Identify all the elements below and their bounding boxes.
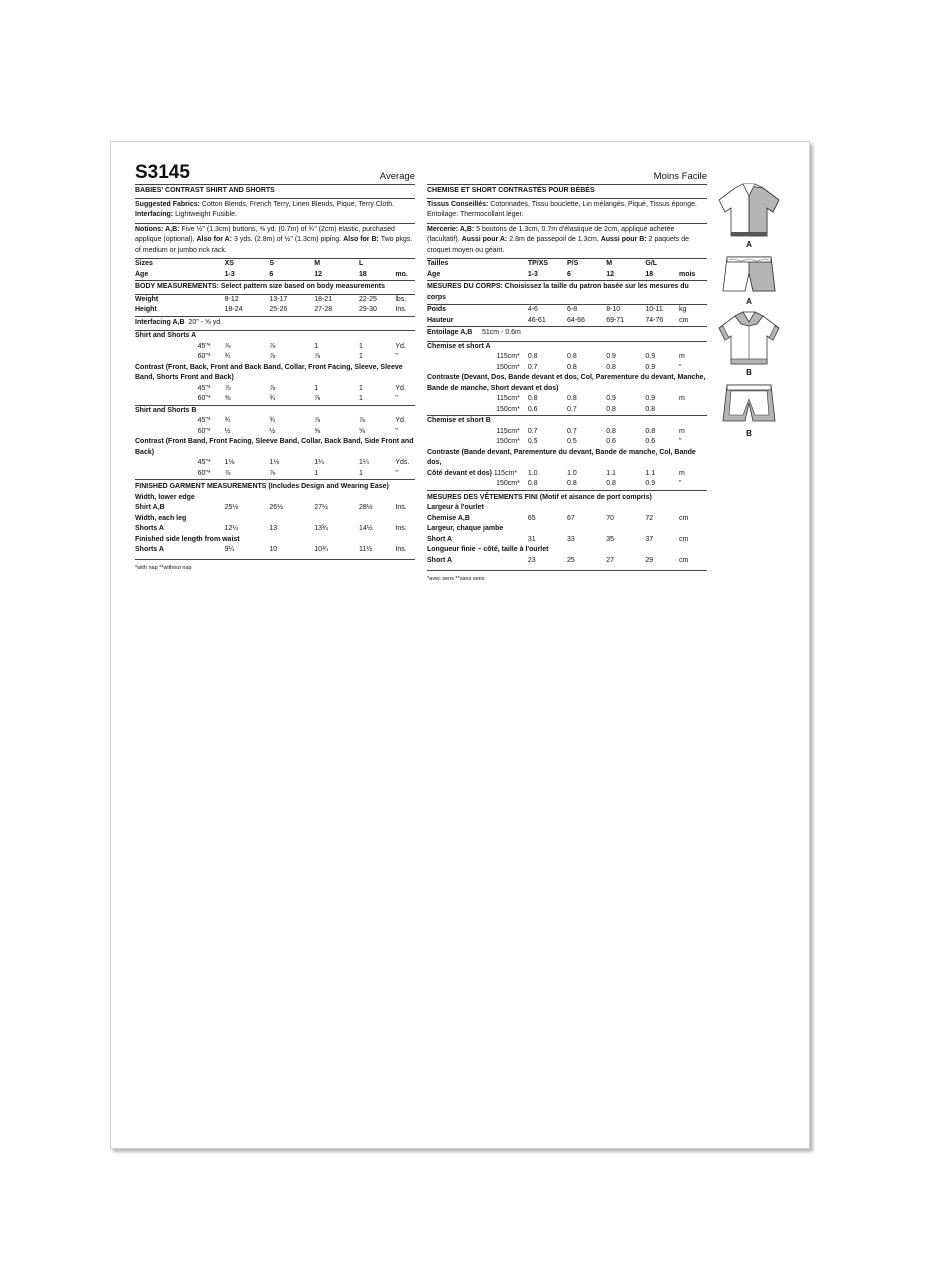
table-cell: kg <box>678 306 687 313</box>
table-cell: 0.8 <box>645 405 679 416</box>
table-row <box>427 352 707 363</box>
table-cell: 0.8 <box>567 479 606 490</box>
yardage-label: Chemise et short B <box>427 417 491 424</box>
table-cell: 6-8 <box>567 306 578 313</box>
table-cell: Short A <box>427 556 528 571</box>
table-row <box>427 556 707 571</box>
table-cell: M <box>314 260 321 267</box>
figure-label: B <box>746 429 752 438</box>
table-cell: 0.8 <box>567 363 577 371</box>
body-measurements-title: MESURES DU CORPS: Choisissez la taille du patron basée sur les mesures du corps <box>427 281 707 305</box>
table-row <box>427 514 707 525</box>
table-cell: Hauteur <box>427 316 528 327</box>
table-row <box>427 316 707 327</box>
table-row <box>427 469 707 480</box>
skill-level: Average <box>379 171 415 182</box>
table-cell: 0.7 <box>527 363 538 371</box>
body-measurements-table <box>427 305 707 327</box>
table-cell: L <box>358 260 364 267</box>
interfacing-text: Entoilage: Thermocollant léger. <box>427 211 524 218</box>
table-cell: XS <box>224 260 234 267</box>
fabrics-text: Cotton Blends, French Terry, Linen Blends, Pique, Terry Cloth. <box>201 200 395 208</box>
table-cell: 27½ <box>314 504 328 511</box>
table-row <box>427 363 707 374</box>
fabrics-label: Suggested Fabrics: <box>135 200 200 208</box>
table-cell: 60"* <box>197 353 211 360</box>
table-cell: 1 <box>358 353 363 360</box>
table-cell: 0.9 <box>645 395 656 402</box>
table-cell: Ins. <box>395 305 415 316</box>
figure-label: B <box>746 368 752 377</box>
table-cell: Chemise A,B <box>427 514 470 522</box>
footnote: *with nap **without nap <box>135 565 192 571</box>
table-row <box>135 469 415 480</box>
yardage-label: Shirt and Shorts A <box>135 332 197 339</box>
table-cell: 23 <box>528 556 567 571</box>
table-cell: 10 <box>269 545 314 560</box>
table-cell: 0.9 <box>645 363 656 371</box>
table-cell: 70 <box>606 514 614 522</box>
table-cell: " <box>395 394 415 405</box>
table-cell: cm <box>678 535 689 543</box>
table-cell: 0.8 <box>606 363 616 371</box>
notions-block <box>427 224 707 260</box>
table-cell: ½ <box>269 427 276 435</box>
table-cell: lbs. <box>395 295 407 303</box>
table-cell: 29-30 <box>359 305 395 316</box>
yardage-label: Contrast (Front, Back, Front and Back Band, Collar, Front Facing, Sleeve, Sleeve Band, Shorts Front and Back) <box>135 363 403 381</box>
table-cell: Shirt A,B <box>135 504 165 511</box>
table-cell: 0.7 <box>527 427 538 435</box>
notions-a-label: Aussi pour A: <box>461 236 508 243</box>
size-table <box>135 259 415 281</box>
yardage-label: Contraste (Bande devant, Parementure du devant, Bande de manche, Col, Bande dos, <box>427 448 696 466</box>
table-cell: 1 <box>314 342 319 350</box>
table-cell: 1 <box>359 394 395 405</box>
body-measurements-title: BODY MEASUREMENTS: Select pattern size based on body measurements <box>135 281 415 295</box>
table-cell: ¾ <box>269 394 314 405</box>
table-cell: 28½ <box>358 504 373 511</box>
table-cell: 0.7 <box>567 405 606 416</box>
table-cell: ⅞ <box>269 384 276 392</box>
table-cell: Tailles <box>427 260 449 267</box>
figure-shorts-b <box>711 381 787 438</box>
table-cell: Short A <box>427 535 453 543</box>
table-cell: cm <box>679 556 707 571</box>
table-row <box>135 352 415 363</box>
table-cell: 64-66 <box>567 316 606 327</box>
garment-title: CHEMISE ET SHORT CONTRASTÉS POUR BÉBÉS <box>427 185 707 199</box>
table-cell: Shorts A <box>135 545 225 560</box>
table-row <box>135 342 415 353</box>
finished-label: Largeur, chaque jambe <box>427 525 504 532</box>
notions-a-text: 3 yds. (2.8m) of ½" (1.3cm) piping. <box>233 236 342 243</box>
garment-title: BABIES' CONTRAST SHIRT AND SHORTS <box>135 185 415 199</box>
notions-b-text: 2 paquets de croquet moyen ou géant. <box>427 236 690 254</box>
table-cell: Yd. <box>395 384 406 392</box>
notions-label: Mercerie: A,B: <box>427 225 475 233</box>
table-cell: 25½ <box>224 504 239 511</box>
table-cell: 1-3 <box>225 270 270 281</box>
table-cell: 18-21 <box>314 295 333 303</box>
table-cell: 1-3 <box>528 270 567 281</box>
table-cell: Age <box>135 270 225 281</box>
shirt-a-icon <box>713 182 785 240</box>
yardage-table <box>427 342 707 491</box>
table-cell: ⅞ <box>314 394 359 405</box>
shorts-a-icon <box>713 253 785 297</box>
interfacing-row-label: Entoilage A,B <box>427 329 473 336</box>
table-cell: 45"* <box>197 384 211 392</box>
table-cell: Weight <box>135 295 159 303</box>
table-cell: S <box>269 260 275 267</box>
fabrics-text: Cotonnades, Tissu bouclette, Lin mélangés, Piqué, Tissus éponge. <box>490 200 697 208</box>
table-cell: " <box>678 363 682 371</box>
table-row <box>135 458 415 469</box>
finished-table <box>135 493 415 561</box>
table-cell: 0.8 <box>606 427 616 435</box>
table-cell: 27 <box>606 556 645 571</box>
table-cell: 18 <box>359 270 395 281</box>
finished-label: Width, lower edge <box>135 493 195 501</box>
table-cell <box>395 259 415 270</box>
table-cell: 0.9 <box>645 353 656 360</box>
table-cell: " <box>395 353 398 360</box>
figure-shorts-a <box>711 253 787 306</box>
skill-level: Moins Facile <box>653 171 707 182</box>
table-cell: ⅞ <box>225 469 270 480</box>
table-cell: 0.6 <box>528 405 567 416</box>
table-cell: ⅞ <box>314 417 321 424</box>
table-row <box>427 479 707 490</box>
table-cell: 0.8 <box>606 479 645 490</box>
table-cell: 35 <box>606 535 614 543</box>
table-cell: 8-12 <box>224 295 239 303</box>
body-measurements-table <box>135 295 415 317</box>
table-cell: Height <box>135 305 225 316</box>
interfacing-row-value: 20" - ⅝ yd. <box>188 318 223 326</box>
table-cell: 13 <box>269 525 278 532</box>
table-cell: cm <box>678 514 689 522</box>
table-cell: 12 <box>314 270 359 281</box>
table-cell: ⅞ <box>224 384 231 392</box>
table-row <box>135 295 415 306</box>
interfacing-row-label: Interfacing A,B <box>135 318 185 326</box>
table-cell: 46-61 <box>528 316 567 327</box>
table-cell: Âge <box>427 270 528 281</box>
table-cell: 72 <box>645 514 654 522</box>
figure-label: A <box>746 240 752 249</box>
notions-b-text: Two pkgs. of medium or jumbo rick rack. <box>135 236 413 254</box>
table-cell: 0.8 <box>567 353 577 360</box>
yardage-table <box>135 331 415 480</box>
table-row <box>427 405 707 416</box>
table-cell: 1.1 <box>606 469 616 477</box>
table-cell: 8-10 <box>606 306 621 313</box>
table-cell: 150cm* <box>496 363 520 371</box>
table-cell: ⅝ <box>314 427 321 435</box>
technical-drawings <box>711 182 787 438</box>
table-row <box>135 416 415 427</box>
table-cell: 0.8 <box>527 395 538 402</box>
width-value: 115cm* <box>493 469 518 477</box>
interfacing-row <box>135 317 415 332</box>
finished-label: Finished side length from waist <box>135 535 240 543</box>
table-cell: ⅞ <box>269 469 314 480</box>
table-row <box>135 427 415 438</box>
table-cell: 1 <box>358 342 363 350</box>
english-column <box>135 162 415 574</box>
finished-label: Largeur à l'ourlet <box>427 504 484 511</box>
table-cell: 0.8 <box>645 427 656 435</box>
table-row <box>427 305 707 316</box>
table-cell: 4-6 <box>527 306 538 313</box>
table-cell: 60"* <box>135 469 225 480</box>
figure-label: A <box>746 297 752 306</box>
table-cell: " <box>679 479 707 490</box>
fabrics-block <box>135 199 415 224</box>
finished-label: Width, each leg <box>135 514 187 522</box>
table-cell: 18-24 <box>225 305 270 316</box>
table-cell: 29 <box>645 556 679 571</box>
notions-block <box>135 224 415 260</box>
table-cell: P/S <box>567 260 579 267</box>
table-cell: 1⅛ <box>224 459 235 466</box>
table-cell: 25 <box>567 556 606 571</box>
table-cell: 10¾ <box>314 545 359 560</box>
table-row <box>135 503 415 514</box>
table-cell: 0.8 <box>528 479 567 490</box>
table-cell: 115cm* <box>496 353 520 360</box>
table-cell <box>427 469 528 480</box>
table-cell: mois <box>679 270 707 281</box>
age-row <box>427 270 707 281</box>
shorts-b-icon <box>713 381 785 429</box>
notions-a-label: Also for A: <box>196 236 233 243</box>
table-cell: 31 <box>527 535 536 543</box>
table-cell: 69-71 <box>606 316 645 327</box>
table-cell: 45"* <box>197 342 211 350</box>
table-cell: 0.9 <box>606 395 616 402</box>
yardage-label: Contraste (Devant, Dos, Bande devant et dos, Col, Parementure du devant, Manche, Bande de manche, Short devant et dos) <box>427 374 706 392</box>
table-cell: 1¼ <box>358 459 369 466</box>
table-cell: ½ <box>224 427 231 435</box>
size-table <box>427 259 707 281</box>
table-cell: ⅞ <box>269 353 276 360</box>
table-row <box>427 394 707 405</box>
notions-a-text: 2.8m de passepoil de 1.3cm. <box>509 236 599 243</box>
table-cell: 1.0 <box>527 469 538 477</box>
table-cell: TP/XS <box>527 260 549 267</box>
table-cell: 12 <box>606 270 645 281</box>
shirt-b-icon <box>713 310 785 368</box>
table-cell: 0.9 <box>645 479 679 490</box>
table-cell: Shorts A <box>135 525 164 532</box>
table-cell: ¾ <box>224 353 231 360</box>
english-header <box>135 162 415 185</box>
table-cell: 1.0 <box>567 469 577 477</box>
table-cell: 6 <box>567 270 606 281</box>
yardage-label: Chemise et short A <box>427 342 491 350</box>
table-cell: 25-26 <box>269 305 314 316</box>
table-row <box>427 437 707 448</box>
table-row <box>135 384 415 395</box>
table-row <box>427 427 707 438</box>
interfacing-text: Lightweight Fusible. <box>175 211 237 218</box>
table-cell: ⅞ <box>224 342 231 350</box>
table-cell: ¾ <box>224 417 231 424</box>
table-cell: " <box>395 427 398 435</box>
table-cell: 1 <box>314 469 359 480</box>
table-cell: m <box>678 427 685 435</box>
table-cell: Ins. <box>395 525 407 532</box>
table-cell: G/L <box>645 260 658 267</box>
table-cell: ⅞ <box>314 353 321 360</box>
table-cell: Sizes <box>135 260 153 267</box>
table-cell: 45"* <box>197 417 211 424</box>
table-cell <box>679 405 707 416</box>
finished-title: FINISHED GARMENT MEASUREMENTS (Includes Design and Wearing Ease) <box>135 483 389 490</box>
table-cell: 74-76 <box>645 316 679 327</box>
table-cell: 0.5 <box>527 438 538 445</box>
table-cell: cm <box>679 316 707 327</box>
table-cell: 6 <box>269 270 314 281</box>
finished-label: Longueur finie – côté, taille à l'ourlet <box>427 546 549 553</box>
finished-table <box>427 503 707 571</box>
interfacing-label: Interfacing: <box>135 211 174 218</box>
fabrics-block <box>427 199 707 224</box>
table-cell: ¾ <box>269 417 276 424</box>
table-cell <box>679 259 707 270</box>
table-cell: m <box>678 469 685 477</box>
figure-shirt-b <box>711 310 787 377</box>
table-cell: 1⅛ <box>269 459 280 466</box>
table-cell: 150cm* <box>496 438 520 445</box>
table-cell: 0.8 <box>567 395 577 402</box>
table-row <box>135 394 415 405</box>
table-row <box>135 305 415 316</box>
table-cell: Yds. <box>395 459 410 466</box>
table-cell: " <box>678 438 682 445</box>
table-cell: 13-17 <box>269 295 288 303</box>
table-cell: 12¼ <box>224 525 239 532</box>
table-cell: ⅞ <box>358 417 365 424</box>
table-cell: ⅞ <box>269 342 276 350</box>
table-cell: 26½ <box>269 504 284 511</box>
notions-b-label: Also for B: <box>343 236 379 243</box>
table-cell: 27-28 <box>314 305 359 316</box>
table-cell: 0.5 <box>567 438 577 445</box>
table-cell: Ins. <box>395 545 415 560</box>
table-cell: 0.7 <box>567 427 577 435</box>
notions-label: Notions: A,B: <box>135 225 180 233</box>
pattern-envelope-back <box>110 141 810 1149</box>
table-cell: Poids <box>427 306 447 313</box>
notions-text: 5 boutons de 1.3cm, 0.7m d'élastique de 2cm, appliqué achetée (facultatif). <box>427 225 675 243</box>
table-cell: ⅝ <box>358 427 365 435</box>
table-row <box>427 535 707 546</box>
table-cell: 0.9 <box>606 353 616 360</box>
age-row <box>135 270 415 281</box>
table-row <box>135 545 415 560</box>
table-cell: M <box>606 260 613 267</box>
interfacing-row <box>427 327 707 342</box>
size-header-row <box>427 259 707 270</box>
table-cell: " <box>395 469 415 480</box>
table-cell: Ins. <box>395 504 407 511</box>
table-cell: 37 <box>645 535 654 543</box>
pattern-code: S3145 <box>135 162 190 183</box>
table-cell: 65 <box>527 514 536 522</box>
notions-b-label: Aussi pour B: <box>600 236 647 243</box>
table-cell: 115cm* <box>496 427 520 435</box>
table-cell: 60"* <box>135 394 225 405</box>
table-cell: 1 <box>359 469 395 480</box>
size-header-row <box>135 259 415 270</box>
yardage-label: Contrast (Front Band, Front Facing, Sleeve Band, Collar, Back Band, Side Front and Back) <box>135 438 414 456</box>
interfacing-row-value: 51cm - 0.6m <box>481 329 521 336</box>
table-cell: 13¾ <box>314 525 328 532</box>
table-cell: ⅝ <box>225 394 270 405</box>
table-cell: 1 <box>358 384 363 392</box>
yardage-label-continued: Côté devant et dos) <box>427 469 492 477</box>
table-cell: 0.6 <box>645 438 656 445</box>
table-cell: 10-11 <box>645 306 663 313</box>
table-cell: m <box>678 353 685 360</box>
french-header <box>427 162 707 185</box>
table-cell: 9¼ <box>225 545 270 560</box>
table-cell: 18 <box>645 270 679 281</box>
table-cell: 0.6 <box>606 438 616 445</box>
notions-text: Five ½" (1.3cm) buttons, ⅜ yd. (0.7m) of ¾" (2cm) elastic, purchased applique (optional). <box>135 225 395 243</box>
table-cell: 1.1 <box>645 469 656 477</box>
table-row <box>135 524 415 535</box>
table-cell: Yd. <box>395 417 406 424</box>
finished-title: MESURES DES VÊTEMENTS FINI (Motif et aisance de port compris) <box>427 493 652 501</box>
table-cell: 45"* <box>197 459 211 466</box>
table-cell: 150cm* <box>427 405 528 416</box>
figure-shirt-a <box>711 182 787 249</box>
table-cell: 11½ <box>359 545 395 560</box>
table-cell: 115cm* <box>496 395 520 402</box>
table-cell: 67 <box>567 514 575 522</box>
footnote: *avec sens **sans sens <box>427 575 485 582</box>
table-cell: 33 <box>567 535 575 543</box>
table-cell: 60"* <box>197 427 211 435</box>
fabrics-label: Tissus Conseillés: <box>427 200 489 208</box>
table-cell: m <box>678 395 685 402</box>
table-cell: 0.8 <box>606 405 645 416</box>
table-cell: 0.8 <box>527 353 538 360</box>
table-cell: 1¼ <box>314 459 324 466</box>
french-column <box>427 162 707 584</box>
table-cell: 150cm* <box>427 479 528 490</box>
table-cell: Yd. <box>395 342 406 350</box>
table-cell: mo. <box>395 270 415 281</box>
table-cell: 14½ <box>358 525 373 532</box>
table-cell: 1 <box>314 384 319 392</box>
yardage-label: Shirt and Shorts B <box>135 406 197 414</box>
table-cell: 22-25 <box>358 295 377 303</box>
